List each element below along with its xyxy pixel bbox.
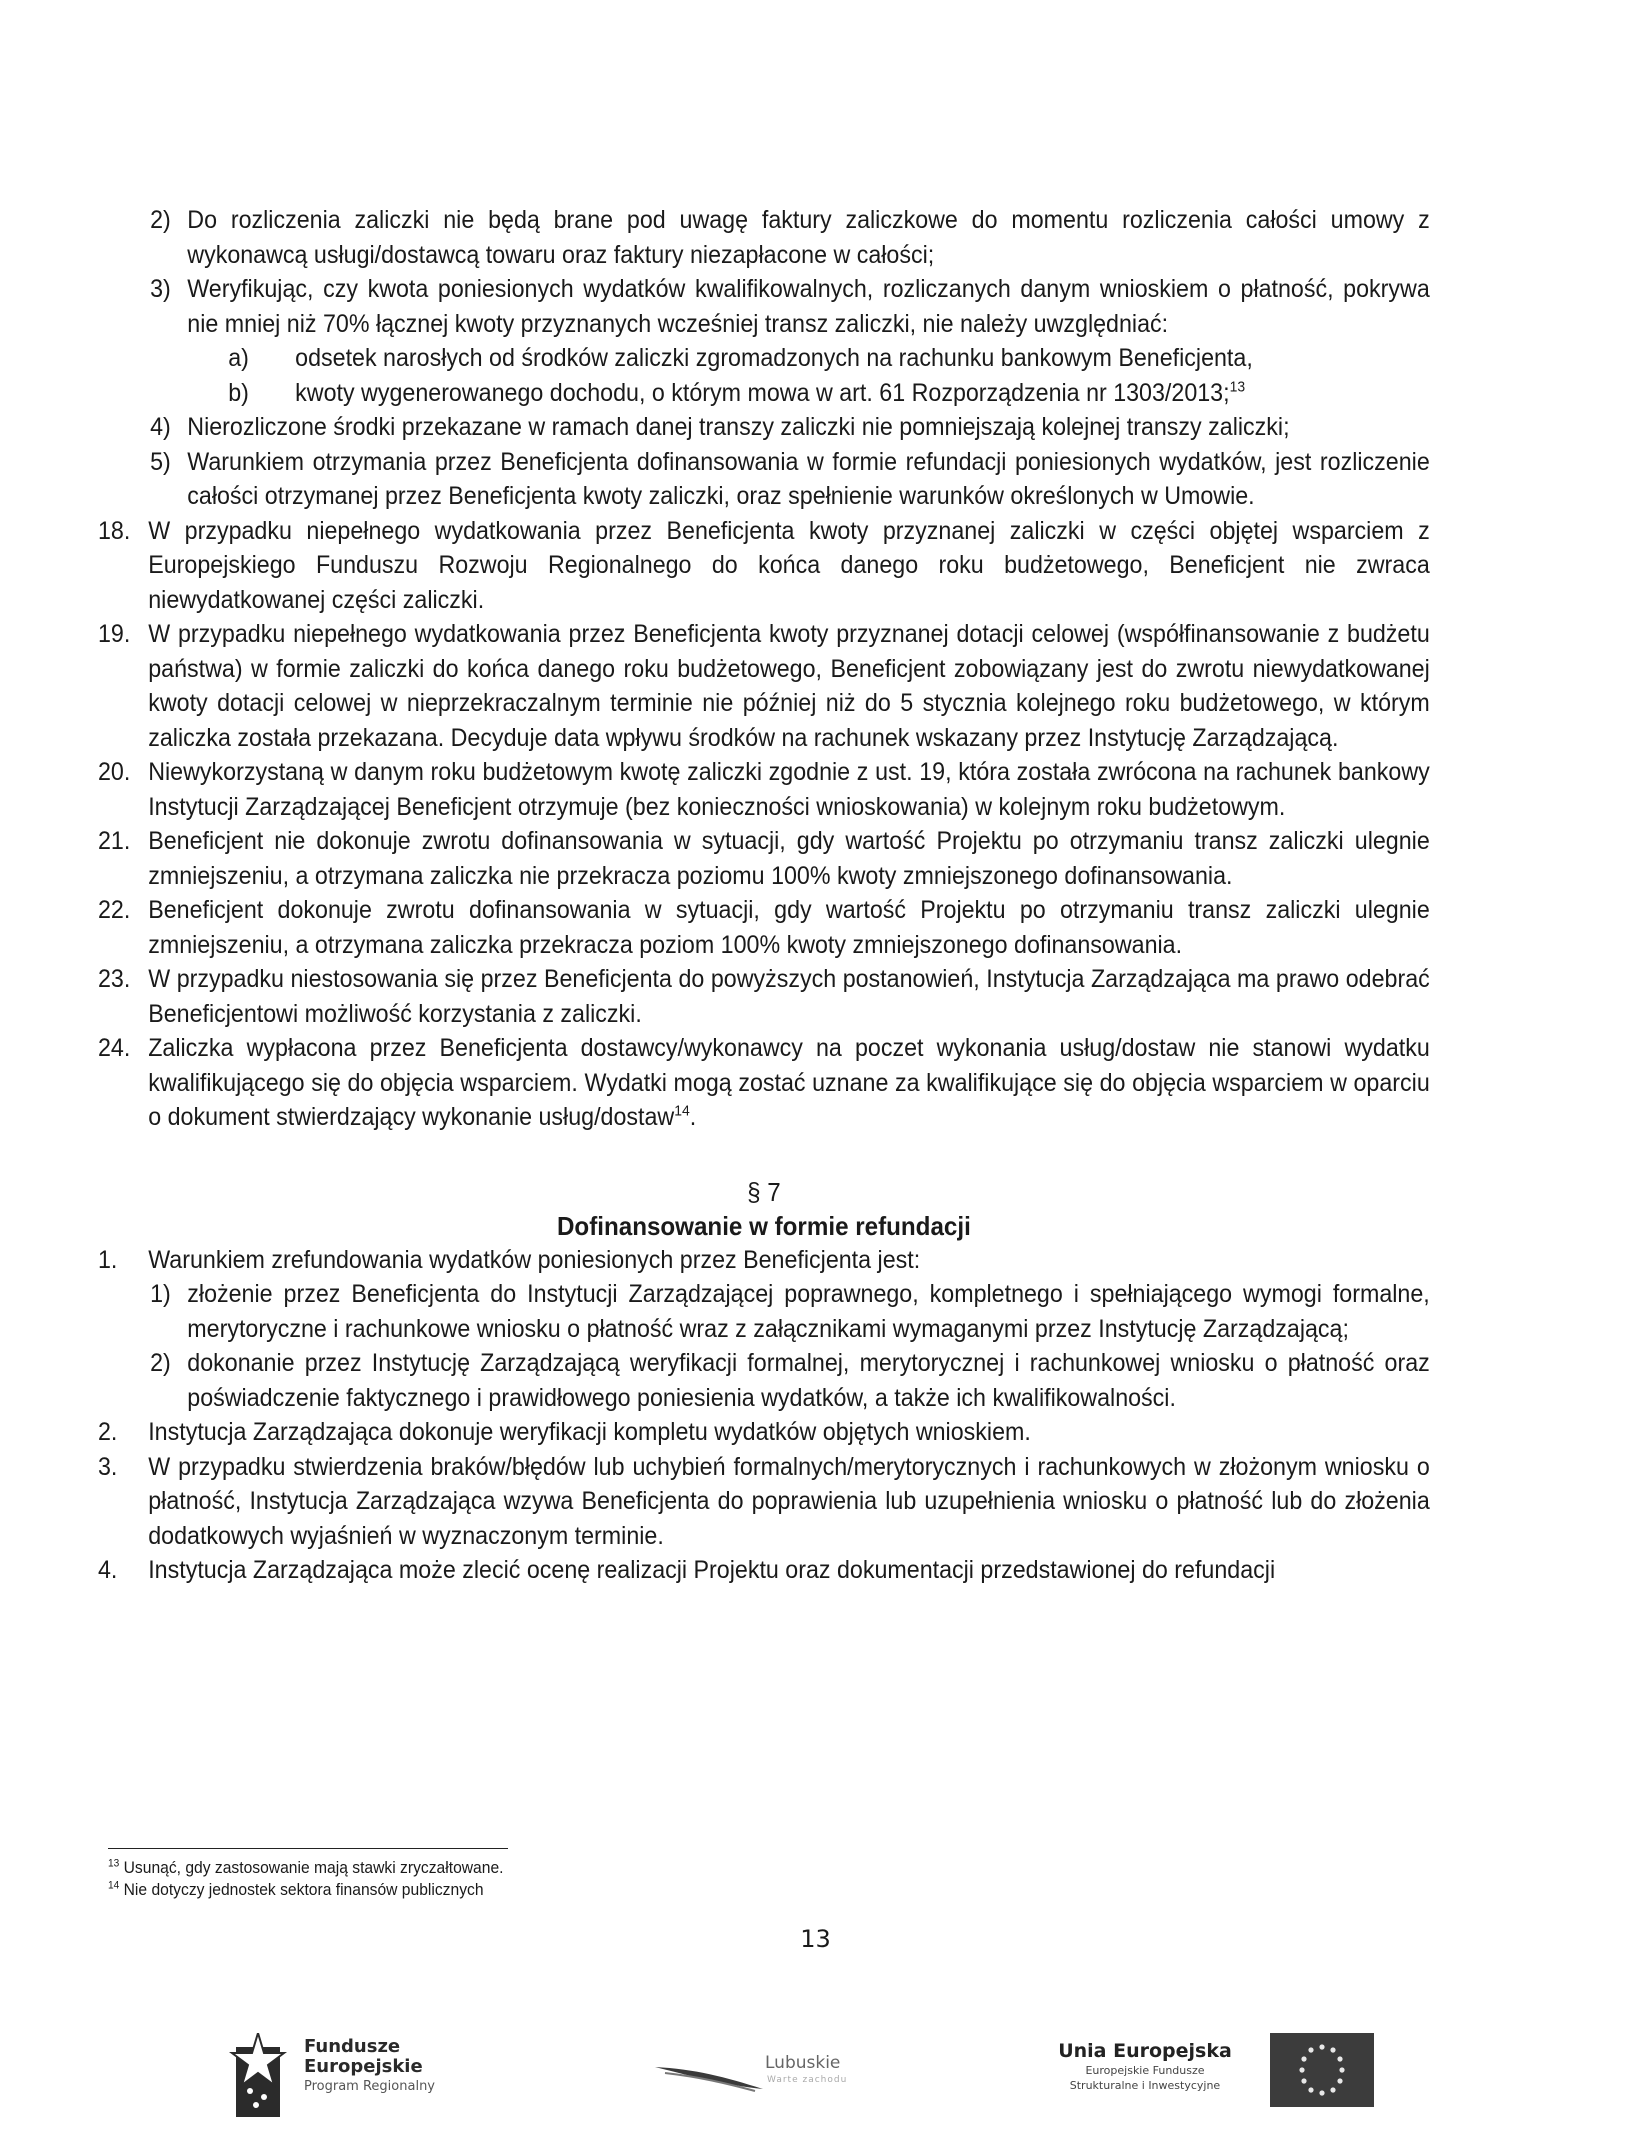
- fundusze-europejskie-logo: [228, 2033, 548, 2123]
- fe-line1: Fundusze: [304, 2036, 401, 2057]
- paragraph-paragraphs-8: [98, 755, 1430, 824]
- ue-title: Unia Europejska: [1058, 2040, 1232, 2062]
- item-text: Instytucja Zarządzająca może zlecić ocenę realizacji Projektu oraz dokumentacji przedstawionej do refundacji: [148, 1556, 1276, 1584]
- fe-star-icon: [228, 2033, 292, 2119]
- paragraph-paragraphs-4: [98, 410, 1430, 445]
- body-text: [98, 203, 1430, 1588]
- item-number: 2.: [98, 1418, 118, 1446]
- footnotes: [108, 1857, 503, 1901]
- paragraph-section-paragraphs-3: [98, 1415, 1430, 1450]
- footnote-ref: 13: [1229, 378, 1246, 396]
- footnote-13: $^{13}$ Usunąć, gdy zastosowanie mają stawki zryczałtowane.: [108, 1857, 504, 1877]
- lubuskie-name: Lubuskie: [765, 2053, 841, 2073]
- item-text: Weryfikując, czy kwota poniesionych wydatków kwalifikowalnych, rozliczanych danym wnioskiem o płatność, pokrywa nie mniej niż 70% łącznej kwoty przyznanych wcześniej transz zaliczki, nie należy uwzględniać:: [187, 275, 1430, 338]
- item-number: 5): [150, 447, 171, 476]
- paragraph-paragraphs-9: [98, 824, 1430, 893]
- paragraph-paragraphs-10: [98, 893, 1430, 962]
- item-text: W przypadku niepełnego wydatkowania przez Beneficjenta kwoty przyznanej zaliczki w części objętej wsparciem z Europejskiego Funduszu Rozwoju Regionalnego do końca danego roku budżetowego, Beneficjent nie zwraca niewydatkowanej części zaliczki.: [148, 516, 1430, 614]
- item-number: 1): [150, 1280, 171, 1308]
- ue-line1: Europejskie Fundusze: [1085, 2064, 1205, 2077]
- item-text: Warunkiem zrefundowania wydatków poniesionych przez Beneficjenta jest:: [148, 1245, 921, 1274]
- lubuskie-slogan: Warte zachodu: [767, 2075, 848, 2085]
- page-number: 13: [800, 1925, 831, 1953]
- item-number: 3.: [98, 1452, 118, 1481]
- paragraph-paragraphs-0: [98, 203, 1430, 272]
- fe-line3: Program Regionalny: [304, 2079, 435, 2094]
- item-number: 20.: [98, 758, 131, 786]
- section-symbol: § 7: [747, 1176, 781, 1207]
- fe-text: [304, 2037, 435, 2097]
- paragraph-paragraphs-3: [98, 376, 1430, 411]
- footer-logos: [0, 2015, 1631, 2125]
- paragraph-section-paragraphs-0: [98, 1243, 1430, 1278]
- item-text: Instytucja Zarządzająca dokonuje weryfikacji kompletu wydatków objętych wnioskiem.: [148, 1418, 1031, 1446]
- paragraph-section-paragraphs-4: [98, 1450, 1430, 1554]
- paragraph-paragraphs-6: [98, 514, 1430, 618]
- item-number: 23.: [98, 965, 131, 993]
- item-number: 24.: [98, 1034, 131, 1062]
- item-text: dokonanie przez Instytucję Zarządzającą weryfikacji formalnej, merytorycznej i rachunkowej wniosku o płatność oraz poświadczenie faktycznego i prawidłowego poniesienia wydatków, a także ich kwalifikowalności.: [187, 1349, 1430, 1412]
- footnote-separator: [108, 1848, 508, 1849]
- paragraph-paragraphs-7: [98, 617, 1430, 755]
- unia-europejska-logo: [1030, 2033, 1390, 2123]
- item-text: kwoty wygenerowanego dochodu, o którym mowa w art. 61 Rozporządzenia nr 1303/2013;: [295, 378, 1230, 407]
- paragraph-paragraphs-12: [98, 1031, 1430, 1135]
- lubuskie-logo: [655, 2045, 895, 2115]
- item-number: 4.: [98, 1556, 118, 1584]
- paragraph-section-paragraphs-5: [98, 1553, 1430, 1588]
- item-number: 21.: [98, 827, 131, 855]
- item-tail: .: [689, 1103, 697, 1131]
- footnote-14: $^{14}$ Nie dotyczy jednostek sektora finansów publicznych: [108, 1879, 484, 1899]
- paragraph-paragraphs-5: [98, 445, 1430, 514]
- paragraph-paragraphs-2: [98, 341, 1430, 376]
- item-text: złożenie przez Beneficjenta do Instytucji Zarządzającej poprawnego, kompletnego i spełniającego wymogi formalne, merytoryczne i rachunkowe wniosku o płatność wraz z załącznikami wymaganymi przez Instytucję Zarządzającą;: [187, 1280, 1430, 1343]
- item-number: 18.: [98, 516, 131, 545]
- item-text: Niewykorzystaną w danym roku budżetowym kwotę zaliczki zgodnie z ust. 19, która została zwrócona na rachunek bankowy Instytucji Zarządzającej Beneficjent otrzymuje (bez konieczności wnioskowania) w kolejnym roku budżetowym.: [148, 758, 1430, 821]
- eu-flag-icon: [1270, 2033, 1374, 2107]
- section-title: Dofinansowanie w formie refundacji: [556, 1210, 971, 1241]
- item-text: Warunkiem otrzymania przez Beneficjenta dofinansowania w formie refundacji poniesionych wydatków, jest rozliczenie całości otrzymanej przez Beneficjenta kwoty zaliczki, oraz spełnienie warunków określonych w Umowie.: [187, 447, 1430, 510]
- item-number: 2): [150, 206, 171, 234]
- item-text: W przypadku stwierdzenia braków/błędów lub uchybień formalnych/merytorycznych i rachunkowych w złożonym wniosku o płatność, Instytucja Zarządzająca wzywa Beneficjenta do poprawienia lub uzupełnienia wniosku o płatność lub do złożenia dodatkowych wyjaśnień w wyznaczonym terminie.: [148, 1452, 1430, 1550]
- item-text: W przypadku niepełnego wydatkowania przez Beneficjenta kwoty przyznanej dotacji celowej (współfinansowanie z budżetu państwa) w formie zaliczki do końca danego roku budżetowego, Beneficjent zobowiązany jest do zwrotu niewydatkowanej kwoty dotacji celowej w nieprzekraczalnym terminie nie później niż do 5 stycznia kolejnego roku budżetowego, w którym zaliczka została przekazana. Decyduje data wpływu środków na rachunek wskazany przez Instytucję Zarządzającą.: [148, 620, 1430, 752]
- item-text: odsetek narosłych od środków zaliczki zgromadzonych na rachunku bankowym Beneficjenta,: [295, 344, 1253, 372]
- paragraph-paragraphs-1: [98, 272, 1430, 341]
- paragraph-paragraphs-11: [98, 962, 1430, 1031]
- item-text: W przypadku niestosowania się przez Beneficjenta do powyższych postanowień, Instytucja Zarządzająca ma prawo odebrać Beneficjentowi możliwość korzystania z zaliczki.: [148, 965, 1430, 1028]
- footnote-ref: 14: [674, 1102, 690, 1120]
- item-number: 19.: [98, 620, 131, 648]
- item-text: Nierozliczone środki przekazane w ramach danej transzy zaliczki nie pomniejszają kolejnej transzy zaliczki;: [187, 413, 1290, 441]
- paragraph-section-paragraphs-1: [98, 1277, 1430, 1346]
- numbered-list: [98, 203, 1430, 1135]
- item-text: Do rozliczenia zaliczki nie będą brane pod uwagę faktury zaliczkowe do momentu rozliczenia całości umowy z wykonawcą usługi/dostawcą towaru oraz faktury niezapłacone w całości;: [187, 206, 1430, 269]
- section-heading: [98, 1175, 1430, 1243]
- ue-text: [1030, 2039, 1260, 2093]
- item-text: Beneficjent nie dokonuje zwrotu dofinansowania w sytuacji, gdy wartość Projektu po otrzymaniu transz zaliczki ulegnie zmniejszeniu, a otrzymana zaliczka nie przekracza poziomu 100% kwoty zmniejszonego dofinansowania.: [148, 827, 1430, 890]
- item-number: 4): [150, 413, 171, 441]
- item-number: 1.: [98, 1245, 118, 1274]
- fe-line2: Europejskie: [304, 2056, 423, 2077]
- item-number: a): [228, 344, 249, 372]
- lubuskie-swoosh-icon: [655, 2055, 765, 2095]
- ue-line2: Strukturalne i Inwestycyjne: [1069, 2079, 1221, 2092]
- item-text: Zaliczka wypłacona przez Beneficjenta dostawcy/wykonawcy na poczet wykonania usług/dostaw nie stanowi wydatku kwalifikującego się do objęcia wsparciem. Wydatki mogą zostać uznane za kwalifikujące się do objęcia wsparciem w oparciu o dokument stwierdzający wykonanie usług/dostaw: [148, 1034, 1430, 1131]
- item-number: 3): [150, 275, 171, 303]
- item-number: 22.: [98, 896, 131, 924]
- item-number: 2): [150, 1349, 171, 1377]
- section-list: [98, 1243, 1430, 1588]
- item-text: Beneficjent dokonuje zwrotu dofinansowania w sytuacji, gdy wartość Projektu po otrzymaniu transz zaliczki ulegnie zmniejszeniu, a otrzymana zaliczka przekracza poziom 100% kwoty zmniejszonego dofinansowania.: [148, 896, 1430, 959]
- paragraph-section-paragraphs-2: [98, 1346, 1430, 1415]
- item-number: b): [228, 378, 249, 407]
